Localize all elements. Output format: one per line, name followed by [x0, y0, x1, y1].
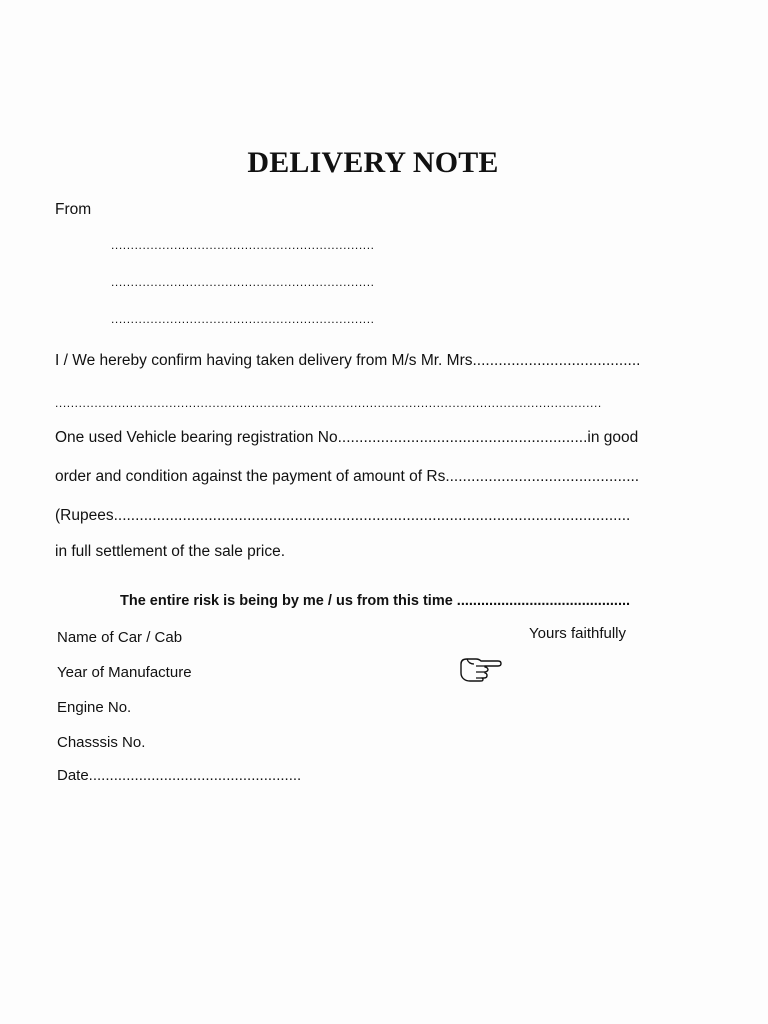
from-address-line-3: ................................................................... [111, 312, 375, 326]
from-label: From [55, 201, 92, 218]
settlement-text: in full settlement of the sale price. [55, 543, 286, 560]
from-address-line-1: ................................................................... [111, 238, 375, 252]
pointing-hand-icon [458, 654, 504, 682]
year-of-manufacture-label: Year of Manufacture [57, 664, 192, 681]
rupees-text: (Rupees........................................................................................................................ [55, 507, 631, 524]
closing-text: Yours faithfully [529, 625, 627, 642]
payment-amount-text: order and condition against the payment of amount of Rs............................................. [55, 468, 640, 485]
engine-no-label: Engine No. [57, 699, 132, 716]
risk-statement: The entire risk is being by me / us from this time ........................................... [120, 593, 631, 609]
document-title: DELIVERY NOTE [247, 146, 499, 179]
from-address-line-2: ................................................................... [111, 275, 375, 289]
vehicle-registration-text: One used Vehicle bearing registration No..........................................................in good [55, 429, 639, 446]
confirm-delivery-text: I / We hereby confirm having taken delivery from M/s Mr. Mrs....................................... [55, 352, 641, 369]
continuation-dotted-line: ........................................................................................................................................... [55, 396, 602, 410]
date-field: Date................................................... [57, 767, 302, 784]
name-of-car-label: Name of Car / Cab [57, 629, 183, 646]
chassis-no-label: Chasssis No. [57, 734, 146, 751]
